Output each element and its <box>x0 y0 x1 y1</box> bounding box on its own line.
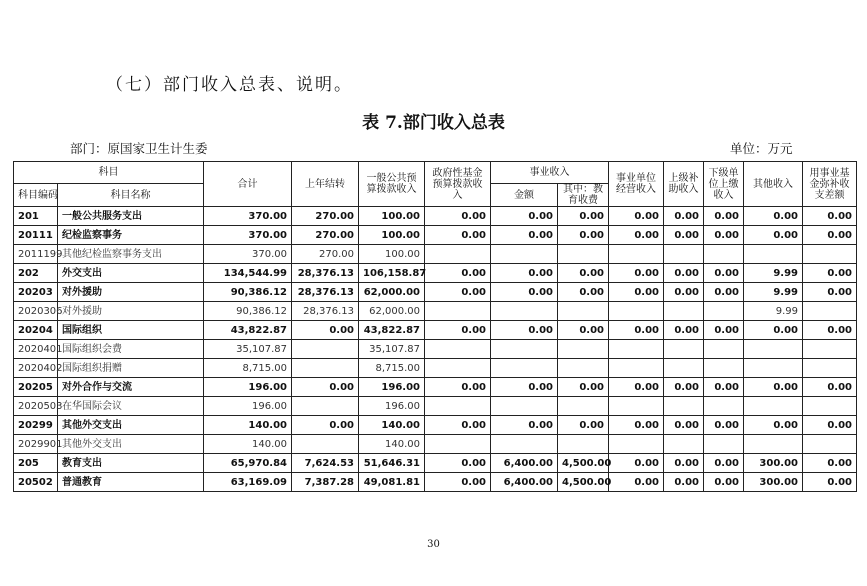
cell-education-fees <box>558 359 609 378</box>
table-row <box>14 321 857 340</box>
cell-operating <box>609 397 664 416</box>
cell-total: 370.00 <box>204 245 292 264</box>
cell-gov-fund: 0.00 <box>425 416 491 435</box>
cell-gov-fund <box>425 435 491 454</box>
header-operating: 事业单位经营收入 <box>609 162 664 207</box>
cell-education-fees: 4,500.00 <box>558 454 609 473</box>
cell-total: 140.00 <box>204 416 292 435</box>
cell-general-budget: 43,822.87 <box>359 321 425 340</box>
table-row <box>14 264 857 283</box>
header-general-budget: 一般公共预算拨款收入 <box>359 162 425 207</box>
cell-education-fees: 4,500.00 <box>558 473 609 492</box>
cell-reserve-fund: 0.00 <box>803 454 857 473</box>
cell-name: 对外援助 <box>58 283 204 302</box>
cell-code: 2011199 <box>14 245 58 264</box>
cell-reserve-fund: 0.00 <box>803 207 857 226</box>
cell-name: 国际组织会费 <box>58 340 204 359</box>
table-row <box>14 435 857 454</box>
cell-operating: 0.00 <box>609 264 664 283</box>
cell-carryover: 28,376.13 <box>292 283 359 302</box>
cell-reserve-fund: 0.00 <box>803 378 857 397</box>
cell-name: 外交支出 <box>58 264 204 283</box>
cell-business-amount <box>491 435 558 454</box>
cell-business-amount: 0.00 <box>491 207 558 226</box>
cell-code: 2020306 <box>14 302 58 321</box>
cell-general-budget: 140.00 <box>359 435 425 454</box>
cell-superior-subsidy: 0.00 <box>664 283 704 302</box>
cell-carryover: 0.00 <box>292 416 359 435</box>
cell-superior-subsidy <box>664 245 704 264</box>
cell-education-fees <box>558 435 609 454</box>
cell-code: 20111 <box>14 226 58 245</box>
cell-total: 90,386.12 <box>204 302 292 321</box>
page-number: 30 <box>427 539 440 550</box>
table-row <box>14 473 857 492</box>
cell-superior-subsidy <box>664 435 704 454</box>
cell-superior-subsidy: 0.00 <box>664 264 704 283</box>
cell-gov-fund: 0.00 <box>425 473 491 492</box>
cell-code: 2020503 <box>14 397 58 416</box>
cell-subordinate-payment <box>704 340 744 359</box>
cell-superior-subsidy: 0.00 <box>664 454 704 473</box>
cell-reserve-fund: 0.00 <box>803 283 857 302</box>
cell-general-budget: 49,081.81 <box>359 473 425 492</box>
cell-other: 0.00 <box>744 207 803 226</box>
cell-subordinate-payment: 0.00 <box>704 454 744 473</box>
cell-carryover: 270.00 <box>292 207 359 226</box>
cell-name: 其他外交支出 <box>58 435 204 454</box>
cell-code: 20203 <box>14 283 58 302</box>
cell-subordinate-payment: 0.00 <box>704 207 744 226</box>
cell-total: 370.00 <box>204 226 292 245</box>
cell-general-budget: 196.00 <box>359 397 425 416</box>
cell-business-amount: 6,400.00 <box>491 454 558 473</box>
cell-subordinate-payment: 0.00 <box>704 283 744 302</box>
cell-general-budget: 100.00 <box>359 207 425 226</box>
cell-gov-fund <box>425 245 491 264</box>
cell-subordinate-payment <box>704 435 744 454</box>
department-label: 部门：原国家卫生计生委 <box>70 141 208 156</box>
cell-operating <box>609 245 664 264</box>
cell-code: 201 <box>14 207 58 226</box>
cell-business-amount: 0.00 <box>491 416 558 435</box>
cell-general-budget: 106,158.87 <box>359 264 425 283</box>
cell-general-budget: 100.00 <box>359 226 425 245</box>
cell-other <box>744 340 803 359</box>
cell-superior-subsidy <box>664 359 704 378</box>
cell-code: 2029901 <box>14 435 58 454</box>
cell-superior-subsidy: 0.00 <box>664 416 704 435</box>
cell-education-fees: 0.00 <box>558 321 609 340</box>
cell-other: 9.99 <box>744 283 803 302</box>
cell-general-budget: 51,646.31 <box>359 454 425 473</box>
header-subject-group: 科目 <box>14 162 204 184</box>
header-business-income: 事业收入 <box>491 162 609 184</box>
header-code: 科目编码 <box>14 184 58 207</box>
cell-carryover: 270.00 <box>292 226 359 245</box>
cell-general-budget: 8,715.00 <box>359 359 425 378</box>
cell-code: 20205 <box>14 378 58 397</box>
cell-code: 20299 <box>14 416 58 435</box>
cell-name: 教育支出 <box>58 454 204 473</box>
header-name: 科目名称 <box>58 184 204 207</box>
cell-business-amount: 0.00 <box>491 226 558 245</box>
cell-education-fees <box>558 302 609 321</box>
cell-business-amount: 0.00 <box>491 264 558 283</box>
cell-superior-subsidy: 0.00 <box>664 473 704 492</box>
table-row <box>14 302 857 321</box>
cell-general-budget: 100.00 <box>359 245 425 264</box>
cell-other: 0.00 <box>744 321 803 340</box>
cell-operating: 0.00 <box>609 226 664 245</box>
cell-education-fees: 0.00 <box>558 378 609 397</box>
cell-operating: 0.00 <box>609 283 664 302</box>
cell-carryover: 0.00 <box>292 378 359 397</box>
table-row <box>14 245 857 264</box>
cell-total: 63,169.09 <box>204 473 292 492</box>
cell-carryover: 7,387.28 <box>292 473 359 492</box>
cell-business-amount: 0.00 <box>491 283 558 302</box>
cell-code: 202 <box>14 264 58 283</box>
cell-name: 在华国际会议 <box>58 397 204 416</box>
table-row <box>14 454 857 473</box>
cell-carryover <box>292 397 359 416</box>
cell-total: 140.00 <box>204 435 292 454</box>
cell-operating <box>609 359 664 378</box>
cell-name: 对外援助 <box>58 302 204 321</box>
cell-superior-subsidy <box>664 397 704 416</box>
cell-name: 国际组织 <box>58 321 204 340</box>
cell-operating <box>609 340 664 359</box>
cell-carryover <box>292 359 359 378</box>
header-row-top <box>14 162 857 184</box>
cell-other: 9.99 <box>744 302 803 321</box>
cell-name: 其他纪检监察事务支出 <box>58 245 204 264</box>
cell-carryover: 28,376.13 <box>292 264 359 283</box>
cell-reserve-fund <box>803 397 857 416</box>
cell-business-amount <box>491 397 558 416</box>
cell-gov-fund <box>425 359 491 378</box>
cell-subordinate-payment: 0.00 <box>704 473 744 492</box>
cell-name: 国际组织捐赠 <box>58 359 204 378</box>
cell-superior-subsidy <box>664 302 704 321</box>
cell-other <box>744 397 803 416</box>
cell-superior-subsidy: 0.00 <box>664 321 704 340</box>
cell-reserve-fund <box>803 435 857 454</box>
header-total: 合计 <box>204 162 292 207</box>
cell-total: 134,544.99 <box>204 264 292 283</box>
cell-other <box>744 245 803 264</box>
cell-reserve-fund: 0.00 <box>803 264 857 283</box>
cell-operating: 0.00 <box>609 454 664 473</box>
cell-general-budget: 35,107.87 <box>359 340 425 359</box>
cell-other: 300.00 <box>744 454 803 473</box>
header-of-which: 其中：教育收费 <box>558 184 609 207</box>
header-gov-fund: 政府性基金预算拨款收入 <box>425 162 491 207</box>
unit-label: 单位：万元 <box>730 141 793 156</box>
header-subordinate-payment: 下级单位上缴收入 <box>704 162 744 207</box>
cell-carryover: 270.00 <box>292 245 359 264</box>
cell-general-budget: 140.00 <box>359 416 425 435</box>
cell-name: 对外合作与交流 <box>58 378 204 397</box>
cell-carryover: 0.00 <box>292 321 359 340</box>
table-body <box>14 207 857 492</box>
cell-other: 300.00 <box>744 473 803 492</box>
cell-gov-fund <box>425 302 491 321</box>
cell-superior-subsidy <box>664 340 704 359</box>
header-other: 其他收入 <box>744 162 803 207</box>
cell-total: 90,386.12 <box>204 283 292 302</box>
cell-total: 370.00 <box>204 207 292 226</box>
cell-business-amount: 6,400.00 <box>491 473 558 492</box>
cell-business-amount <box>491 359 558 378</box>
cell-education-fees <box>558 340 609 359</box>
cell-reserve-fund <box>803 245 857 264</box>
table-row <box>14 340 857 359</box>
cell-gov-fund <box>425 397 491 416</box>
cell-gov-fund: 0.00 <box>425 378 491 397</box>
cell-name: 纪检监察事务 <box>58 226 204 245</box>
cell-carryover: 28,376.13 <box>292 302 359 321</box>
cell-total: 35,107.87 <box>204 340 292 359</box>
table-row <box>14 283 857 302</box>
table-row <box>14 416 857 435</box>
cell-business-amount <box>491 340 558 359</box>
table-row <box>14 397 857 416</box>
cell-operating <box>609 435 664 454</box>
cell-reserve-fund: 0.00 <box>803 321 857 340</box>
header-amount: 金额 <box>491 184 558 207</box>
cell-superior-subsidy: 0.00 <box>664 226 704 245</box>
cell-business-amount <box>491 245 558 264</box>
cell-subordinate-payment <box>704 397 744 416</box>
cell-gov-fund: 0.00 <box>425 207 491 226</box>
cell-subordinate-payment <box>704 245 744 264</box>
cell-reserve-fund <box>803 302 857 321</box>
cell-other <box>744 435 803 454</box>
cell-total: 8,715.00 <box>204 359 292 378</box>
cell-gov-fund <box>425 340 491 359</box>
cell-general-budget: 62,000.00 <box>359 283 425 302</box>
cell-operating: 0.00 <box>609 378 664 397</box>
cell-carryover <box>292 435 359 454</box>
cell-operating: 0.00 <box>609 207 664 226</box>
table-row <box>14 378 857 397</box>
cell-operating <box>609 302 664 321</box>
cell-code: 2020401 <box>14 340 58 359</box>
cell-carryover <box>292 340 359 359</box>
cell-business-amount <box>491 302 558 321</box>
cell-general-budget: 62,000.00 <box>359 302 425 321</box>
cell-total: 43,822.87 <box>204 321 292 340</box>
cell-education-fees: 0.00 <box>558 283 609 302</box>
cell-code: 20204 <box>14 321 58 340</box>
table-title: 表 7.部门收入总表 <box>362 113 505 133</box>
cell-education-fees: 0.00 <box>558 416 609 435</box>
cell-business-amount: 0.00 <box>491 378 558 397</box>
cell-other: 0.00 <box>744 226 803 245</box>
cell-subordinate-payment: 0.00 <box>704 321 744 340</box>
cell-education-fees: 0.00 <box>558 226 609 245</box>
cell-education-fees <box>558 397 609 416</box>
cell-other: 0.00 <box>744 378 803 397</box>
cell-operating: 0.00 <box>609 416 664 435</box>
cell-general-budget: 196.00 <box>359 378 425 397</box>
cell-subordinate-payment: 0.00 <box>704 416 744 435</box>
cell-superior-subsidy: 0.00 <box>664 207 704 226</box>
cell-reserve-fund: 0.00 <box>803 226 857 245</box>
table-row <box>14 359 857 378</box>
cell-subordinate-payment <box>704 302 744 321</box>
cell-carryover: 7,624.53 <box>292 454 359 473</box>
table-row <box>14 226 857 245</box>
cell-name: 一般公共服务支出 <box>58 207 204 226</box>
header-reserve-fund: 用事业基金弥补收支差额 <box>803 162 857 207</box>
header-carryover: 上年结转 <box>292 162 359 207</box>
cell-total: 196.00 <box>204 397 292 416</box>
cell-other: 0.00 <box>744 416 803 435</box>
cell-gov-fund: 0.00 <box>425 454 491 473</box>
cell-education-fees: 0.00 <box>558 207 609 226</box>
income-summary-table <box>13 161 857 492</box>
cell-operating: 0.00 <box>609 321 664 340</box>
cell-business-amount: 0.00 <box>491 321 558 340</box>
cell-subordinate-payment: 0.00 <box>704 264 744 283</box>
cell-subordinate-payment: 0.00 <box>704 226 744 245</box>
cell-name: 普通教育 <box>58 473 204 492</box>
cell-other: 9.99 <box>744 264 803 283</box>
cell-reserve-fund <box>803 340 857 359</box>
table-row <box>14 207 857 226</box>
header-superior-subsidy: 上级补助收入 <box>664 162 704 207</box>
cell-code: 2020402 <box>14 359 58 378</box>
cell-total: 196.00 <box>204 378 292 397</box>
section-heading: （七）部门收入总表、说明。 <box>106 75 353 95</box>
cell-subordinate-payment <box>704 359 744 378</box>
cell-reserve-fund <box>803 359 857 378</box>
cell-reserve-fund: 0.00 <box>803 473 857 492</box>
cell-subordinate-payment: 0.00 <box>704 378 744 397</box>
cell-name: 其他外交支出 <box>58 416 204 435</box>
cell-gov-fund: 0.00 <box>425 283 491 302</box>
cell-superior-subsidy: 0.00 <box>664 378 704 397</box>
cell-code: 20502 <box>14 473 58 492</box>
cell-gov-fund: 0.00 <box>425 321 491 340</box>
cell-reserve-fund: 0.00 <box>803 416 857 435</box>
cell-total: 65,970.84 <box>204 454 292 473</box>
cell-other <box>744 359 803 378</box>
cell-gov-fund: 0.00 <box>425 264 491 283</box>
cell-education-fees <box>558 245 609 264</box>
cell-education-fees: 0.00 <box>558 264 609 283</box>
cell-operating: 0.00 <box>609 473 664 492</box>
cell-gov-fund: 0.00 <box>425 226 491 245</box>
cell-code: 205 <box>14 454 58 473</box>
